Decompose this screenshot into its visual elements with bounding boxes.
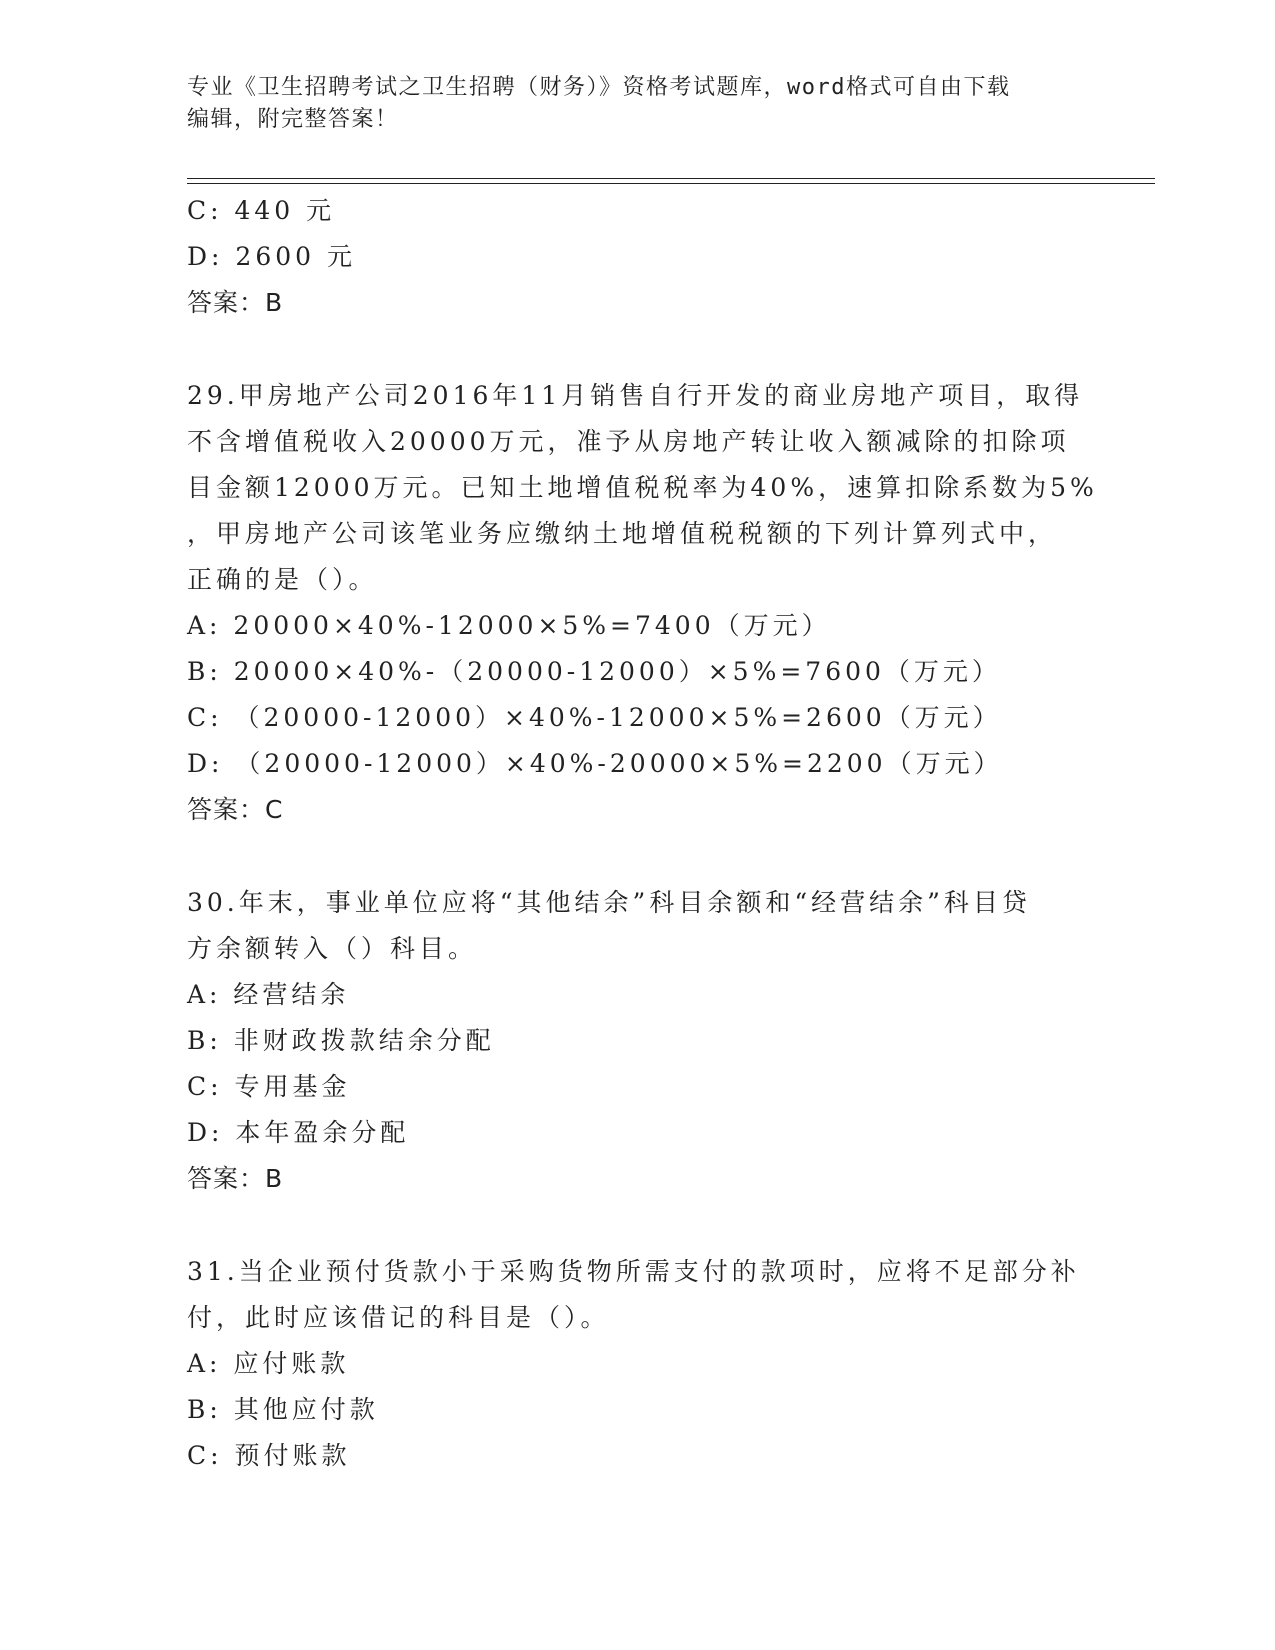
previous-question-tail [187, 188, 1087, 326]
question-text-line: 方余额转入（）科目。 [187, 934, 478, 963]
option-b: B: 20000×40%-（20000-12000）×5%=7600（万元） [187, 657, 1001, 686]
question-text-line: 付，此时应该借记的科目是（）。 [187, 1303, 610, 1332]
option-c: C: （20000-12000）×40%-12000×5%=2600（万元） [187, 703, 1002, 732]
option-b: B: 其他应付款 [187, 1395, 379, 1424]
option-a: A: 20000×40%-12000×5%=7400（万元） [187, 611, 831, 640]
question-30 [187, 880, 1087, 1202]
option-a: A: 应付账款 [187, 1349, 350, 1378]
header-divider-bottom [187, 183, 1155, 184]
option-b: B: 非财政拨款结余分配 [187, 1026, 495, 1055]
option-a: A: 经营结余 [187, 980, 350, 1009]
header-line-2: 编辑，附完整答案！ [187, 107, 399, 132]
answer-line: 答案：C [187, 795, 284, 824]
option-c: C: 440 元 [187, 196, 336, 225]
header-divider-top [187, 178, 1155, 179]
question-content [187, 188, 1098, 1479]
option-d: D: （20000-12000）×40%-20000×5%=2200（万元） [187, 749, 1003, 778]
option-c: C: 专用基金 [187, 1072, 351, 1101]
option-d: D: 本年盈余分配 [187, 1118, 410, 1147]
option-c: C: 预付账款 [187, 1441, 351, 1470]
question-31 [187, 1249, 1087, 1479]
document-header [187, 72, 1087, 136]
question-text-line: ，甲房地产公司该笔业务应缴纳土地增值税税额的下列计算列式中， [187, 519, 1058, 548]
question-text-line: 正确的是（）。 [187, 565, 378, 594]
question-text-line: 目金额12000万元。已知土地增值税税率为40%，速算扣除系数为5% [187, 473, 1098, 502]
question-text-line: 不含增值税收入20000万元，准予从房地产转让收入额减除的扣除项 [187, 427, 1070, 456]
question-text-line: 31.当企业预付货款小于采购货物所需支付的款项时，应将不足部分补 [187, 1257, 1080, 1286]
header-line-1: 专业《卫生招聘考试之卫生招聘（财务）》资格考试题库，word格式可自由下载 [187, 75, 1011, 100]
question-29 [187, 373, 1098, 833]
question-text-line: 30.年末，事业单位应将“其他结余”科目余额和“经营结余”科目贷 [187, 888, 1031, 917]
question-text-line: 29.甲房地产公司2016年11月销售自行开发的商业房地产项目，取得 [187, 381, 1084, 410]
option-d: D: 2600 元 [187, 242, 356, 271]
answer-line: 答案：B [187, 288, 284, 317]
answer-line: 答案：B [187, 1164, 284, 1193]
